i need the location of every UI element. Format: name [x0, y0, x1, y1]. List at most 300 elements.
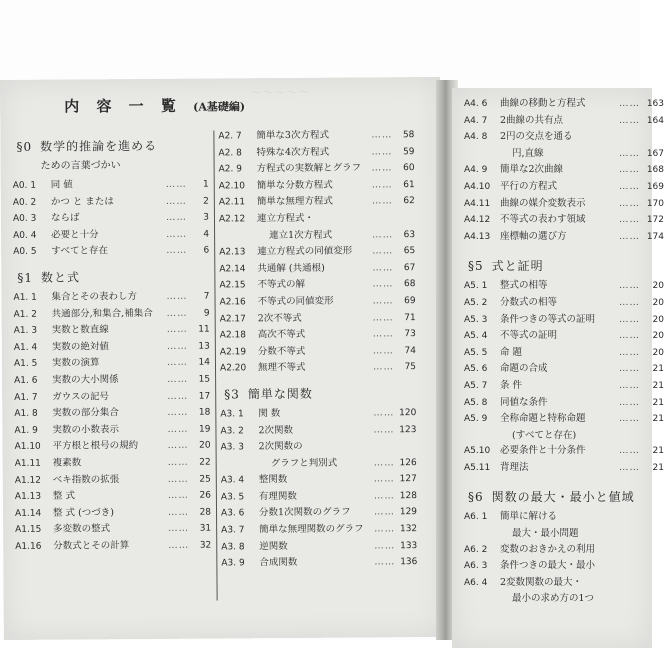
toc-entry — [464, 295, 664, 312]
leader-dots: …… — [153, 305, 190, 321]
entry-title: 逆関数 — [259, 539, 288, 555]
entry-title: 連立方程式・ — [257, 211, 314, 227]
toc-entry — [464, 443, 664, 460]
entry-title: 無理不等式 — [258, 360, 306, 376]
entry-code: A0. 3 — [13, 212, 51, 228]
entry-code: A1. 4 — [14, 340, 52, 356]
toc-entry — [464, 345, 664, 362]
toc-entry — [221, 471, 417, 489]
toc-entry — [219, 227, 415, 245]
entry-title: 有理関数 — [259, 489, 297, 505]
entry-title: 関 数 — [258, 406, 280, 422]
entry-code: A3. 2 — [220, 424, 258, 440]
entry-page: 168 — [642, 163, 664, 179]
entry-code: A4.10 — [464, 180, 500, 196]
leader-dots: …… — [352, 243, 395, 259]
entry-page: 22 — [191, 455, 211, 471]
entry-page: 174 — [642, 230, 664, 246]
entry-code: A1. 7 — [14, 390, 52, 406]
left-page — [0, 77, 444, 640]
entry-code: A5. 8 — [464, 396, 500, 412]
entry-code: A2.18 — [220, 328, 258, 344]
leader-dots: …… — [364, 521, 398, 537]
leader-dots: …… — [567, 229, 642, 245]
toc-title: 内 容 一 覧 — [64, 97, 182, 116]
entry-title: 円,直線 — [500, 146, 544, 162]
section-heading — [17, 268, 209, 286]
leader-dots: …… — [586, 443, 642, 459]
entry-title: 実数の部分集合 — [52, 405, 119, 421]
entry-title: 不等式の解 — [257, 277, 305, 293]
toc-entry — [221, 521, 417, 539]
entry-code: A5. 1 — [464, 279, 500, 295]
toc-entry — [13, 210, 209, 228]
leader-dots: …… — [548, 278, 642, 294]
section-title: 数学的推論を進める — [40, 139, 157, 154]
entry-title: 分数式とその計算 — [53, 538, 129, 554]
entry-page: 170 — [642, 197, 664, 213]
entry-page: 69 — [396, 294, 416, 310]
leader-dots: …… — [108, 243, 189, 259]
entry-code: A3. 9 — [221, 556, 259, 572]
toc-entry — [464, 460, 664, 477]
leader-dots: …… — [333, 177, 395, 193]
entry-title: 最大・最小問題 — [500, 526, 579, 542]
entry-code: A1. 5 — [14, 357, 52, 373]
section-title-line2: ための言葉づかい — [41, 156, 209, 172]
toc-entry — [13, 243, 209, 261]
entry-code: A1. 6 — [14, 374, 52, 390]
leader-dots: …… — [138, 438, 191, 454]
toc-entry — [219, 260, 415, 278]
entry-title: 必要と十分 — [51, 227, 99, 243]
entry-code: A2.13 — [219, 245, 257, 261]
entry-page: 164 — [642, 114, 664, 130]
entry-title: 平方根と根号の規約 — [53, 438, 139, 454]
entry-title: 実数と数直線 — [52, 322, 109, 338]
leader-dots: …… — [114, 504, 191, 520]
entry-code: A2.16 — [220, 295, 258, 311]
toc-entry — [14, 338, 210, 356]
entry-page: 20 — [642, 279, 664, 295]
entry-title: 不等式の表わす領域 — [500, 212, 586, 228]
leader-dots: …… — [99, 226, 190, 242]
entry-code: A5. 7 — [464, 379, 500, 395]
entry-code: A4.11 — [464, 197, 500, 213]
entry-code: A2.12 — [219, 212, 257, 228]
entry-title: 整式の相等 — [500, 278, 548, 294]
entry-code: A3. 4 — [221, 473, 259, 489]
entry-code: A4. 6 — [464, 97, 500, 113]
toc-entry — [464, 196, 664, 213]
entry-page: 2 — [189, 194, 209, 210]
entry-title: 実数の大小関係 — [52, 372, 119, 388]
entry-code: A2.11 — [219, 196, 257, 212]
entry-code: A2.20 — [220, 362, 258, 378]
section-heading — [16, 137, 208, 155]
entry-page: 128 — [397, 489, 417, 505]
toc-entry — [221, 505, 417, 523]
toc-entry — [221, 538, 417, 556]
entry-page: 25 — [191, 472, 211, 488]
toc-entry — [220, 326, 416, 344]
leader-dots: …… — [119, 405, 191, 421]
entry-page: 20 — [191, 439, 211, 455]
entry-page: 59 — [394, 145, 414, 161]
toc-entry — [464, 591, 664, 607]
section-number: §6 — [468, 490, 484, 504]
entry-title: 条 件 — [500, 378, 522, 394]
entry-code: A5.11 — [464, 461, 500, 477]
entry-page: 133 — [397, 539, 417, 555]
entry-page: 132 — [397, 522, 417, 538]
toc-entry — [13, 177, 209, 195]
entry-code: A4. 8 — [464, 130, 500, 146]
section-heading — [468, 488, 664, 505]
entry-code: A1.16 — [15, 540, 53, 556]
leader-dots: …… — [119, 471, 191, 487]
toc-entry — [14, 355, 210, 373]
leader-dots: …… — [119, 372, 191, 388]
entry-title: 連立方程式の同値変形 — [257, 244, 352, 260]
leader-dots: …… — [557, 295, 642, 311]
leader-dots: …… — [81, 455, 191, 471]
entry-page: 63 — [395, 228, 415, 244]
leader-dots: …… — [586, 96, 642, 112]
leader-dots: …… — [110, 521, 191, 537]
toc-entry — [219, 276, 415, 294]
entry-page: 62 — [395, 194, 415, 210]
entry-page: 9 — [190, 306, 210, 322]
entry-title: 簡単な2次曲線 — [500, 162, 563, 178]
entry-code: A5. 9 — [464, 412, 500, 428]
entry-title: 簡単な無理方程式 — [257, 194, 333, 210]
entry-page: 61 — [395, 178, 415, 194]
toc-entry — [221, 438, 417, 456]
toc-entry — [219, 243, 415, 261]
entry-page: 21 — [642, 461, 664, 477]
entry-title: 特殊な4次方程式 — [256, 144, 329, 160]
entry-title: 同値な条件 — [500, 395, 548, 411]
entry-page: 120 — [396, 406, 416, 422]
leader-dots: …… — [586, 196, 642, 212]
toc-entry — [219, 177, 415, 195]
entry-title: 変数のおきかえの利用 — [500, 542, 595, 558]
entry-page: 3 — [189, 211, 209, 227]
leader-dots: …… — [297, 554, 397, 570]
toc-entry — [464, 558, 664, 575]
entry-code: A3. 6 — [221, 507, 259, 523]
leader-dots: …… — [548, 361, 642, 377]
entry-code: A5. 4 — [464, 329, 500, 345]
leader-dots: …… — [305, 326, 396, 342]
entry-code: A2.15 — [219, 279, 257, 295]
entry-title: 座標軸の選び方 — [500, 229, 567, 245]
entry-title: ならば — [51, 211, 80, 227]
toc-entry — [464, 542, 664, 559]
entry-page: 58 — [394, 128, 414, 144]
entry-code: A2.17 — [220, 312, 258, 328]
entry-page: 11 — [190, 323, 210, 339]
entry-page: 126 — [397, 456, 417, 472]
right-page — [452, 88, 652, 648]
leader-dots: …… — [302, 310, 396, 326]
entry-title: 合成関数 — [259, 555, 297, 571]
leader-dots: …… — [563, 162, 642, 178]
entry-page: 74 — [396, 344, 416, 360]
entry-code: A5.10 — [464, 444, 500, 460]
toc-entry — [14, 421, 210, 439]
entry-page: 65 — [395, 244, 415, 260]
leader-dots: …… — [297, 488, 397, 504]
entry-page: 67 — [395, 261, 415, 277]
entry-page: 127 — [397, 472, 417, 488]
toc-entry — [15, 537, 211, 555]
section-heading — [224, 384, 416, 402]
entry-page: 14 — [190, 356, 210, 372]
entry-code: A4.13 — [464, 230, 500, 246]
leader-dots: …… — [109, 322, 190, 338]
toc-entry — [218, 127, 414, 145]
leader-dots — [303, 448, 397, 449]
leader-dots: …… — [325, 260, 396, 276]
entry-title: 2次関数 — [258, 422, 293, 438]
entry-page: 26 — [191, 489, 211, 505]
entry-title: 命 題 — [500, 345, 522, 361]
toc-entry — [464, 113, 664, 130]
entry-title: 整関数 — [259, 472, 288, 488]
leader-dots: …… — [329, 144, 395, 160]
entry-title: 簡単な分数方程式 — [257, 177, 333, 193]
leader-dots: …… — [280, 405, 396, 421]
section-number: §3 — [224, 387, 240, 401]
entry-code: A0. 5 — [13, 245, 51, 261]
toc-entry — [464, 278, 664, 295]
leader-dots — [314, 220, 395, 221]
entry-code: A1.10 — [15, 440, 53, 456]
entry-title: 背理法 — [500, 460, 529, 476]
entry-title: 最小の求め方の1つ — [500, 591, 594, 607]
toc-entry — [464, 129, 664, 146]
entry-code: A5. 3 — [464, 313, 500, 329]
toc-column-1 — [12, 129, 211, 556]
entry-page: 163 — [642, 97, 664, 113]
leader-dots: …… — [137, 289, 190, 305]
entry-page: 73 — [396, 327, 416, 343]
leader-dots: …… — [361, 160, 395, 176]
toc-entry — [464, 361, 664, 378]
leader-dots: …… — [586, 411, 642, 427]
entry-title: 実数の演算 — [52, 356, 100, 372]
toc-entry — [15, 521, 211, 539]
toc-entry — [464, 395, 664, 412]
leader-dots: …… — [305, 360, 396, 376]
entry-page: 21 — [642, 396, 664, 412]
leader-dots: …… — [287, 472, 397, 488]
toc-entry — [464, 162, 664, 179]
entry-code: A4.12 — [464, 213, 500, 229]
entry-page: 18 — [190, 406, 210, 422]
leader-dots: …… — [522, 378, 642, 394]
leader-dots: …… — [75, 488, 191, 504]
leader-dots: …… — [329, 127, 395, 143]
entry-page: 20 — [642, 313, 664, 329]
entry-page: 15 — [190, 372, 210, 388]
entry-title: 不等式の同値変形 — [258, 294, 334, 310]
entry-page: 4 — [189, 227, 209, 243]
toc-entry — [13, 193, 209, 211]
entry-code: A1. 1 — [13, 291, 51, 307]
entry-page: 7 — [189, 290, 209, 306]
entry-title: 2変数関数の最大・ — [500, 575, 582, 591]
entry-page: 20 — [642, 296, 664, 312]
entry-code: A6. 3 — [464, 559, 500, 575]
leader-dots: …… — [557, 328, 642, 344]
entry-title: 連立1次方程式 — [257, 227, 332, 243]
entry-code: A2.14 — [219, 262, 257, 278]
toc-entry — [464, 146, 664, 163]
entry-code: A6. 4 — [464, 576, 500, 592]
entry-title: 2円の交点を通る — [500, 129, 573, 145]
entry-page: 172 — [642, 213, 664, 229]
leader-dots: …… — [529, 460, 642, 476]
section-number: §1 — [17, 271, 33, 285]
entry-code: A4. 9 — [464, 163, 500, 179]
entry-page: 21 — [642, 362, 664, 378]
entry-page: 19 — [190, 422, 210, 438]
leader-dots: …… — [109, 388, 190, 404]
entry-page: 32 — [191, 538, 211, 554]
toc-entry — [13, 289, 209, 307]
entry-title: 分数式の相等 — [500, 295, 557, 311]
entry-title: ガウスの記号 — [52, 389, 109, 405]
entry-code: A1. 8 — [14, 407, 52, 423]
toc-entry — [464, 526, 664, 542]
entry-title: 条件つきの最大・最小 — [500, 558, 595, 574]
entry-title: ベキ指数の拡張 — [53, 472, 120, 488]
leader-dots: …… — [109, 338, 190, 354]
entry-code: A1. 9 — [14, 423, 52, 439]
toc-entry — [14, 305, 210, 323]
toc-entry — [220, 343, 416, 361]
toc-entry — [220, 310, 416, 328]
entry-title: 共通部分,和集合,補集合 — [52, 306, 153, 322]
toc-entry — [14, 371, 210, 389]
toc-entry — [218, 144, 414, 162]
entry-code: A5. 6 — [464, 362, 500, 378]
entry-title: 実数の絶対値 — [52, 339, 109, 355]
entry-page: 21 — [642, 412, 664, 428]
entry-code: A2. 9 — [219, 162, 257, 178]
entry-title: 不等式の証明 — [500, 328, 557, 344]
leader-dots: …… — [557, 179, 642, 195]
entry-title: (すべてと存在) — [500, 428, 576, 444]
entry-page: 136 — [397, 555, 417, 571]
entry-title: 整 式 (つづき) — [53, 505, 114, 521]
toc-entry — [14, 405, 210, 423]
toc-column-2 — [218, 127, 417, 572]
entry-title: 簡単な3次方程式 — [256, 128, 329, 144]
entry-page: 1 — [189, 178, 209, 194]
entry-title: グラフと判別式 — [259, 455, 338, 471]
section-number: §0 — [16, 140, 32, 154]
leader-dots: …… — [119, 421, 191, 437]
section-title: 簡単な関数 — [248, 387, 313, 401]
entry-page: 71 — [396, 311, 416, 327]
entry-title: 簡単な無理関数のグラフ — [259, 522, 364, 538]
toc-entry — [464, 212, 664, 229]
toc-entry — [14, 388, 210, 406]
toc-entry — [464, 428, 664, 444]
entry-page: 31 — [191, 522, 211, 538]
column-divider — [213, 131, 217, 601]
toc-entry — [219, 160, 415, 178]
entry-page: 129 — [397, 506, 417, 522]
toc-entry — [464, 509, 664, 526]
entry-page: 20 — [642, 346, 664, 362]
leader-dots: …… — [544, 146, 642, 162]
toc-entry — [464, 575, 664, 592]
toc-entry — [13, 226, 209, 244]
section-heading — [468, 257, 664, 274]
entry-title: 命題の合成 — [500, 361, 548, 377]
toc-entry — [464, 411, 664, 428]
entry-title: 必要条件と十分条件 — [500, 443, 586, 459]
leader-dots: …… — [73, 177, 189, 193]
entry-title: 2曲線の共有点 — [500, 113, 563, 129]
leader-dots: …… — [334, 293, 396, 309]
entry-page: 21 — [642, 444, 664, 460]
entry-page: 169 — [642, 180, 664, 196]
entry-title: すべてと存在 — [51, 244, 108, 260]
toc-entry — [464, 96, 664, 113]
entry-title: 多変数の整式 — [53, 522, 110, 538]
leader-dots: …… — [332, 227, 395, 243]
entry-code: A2.10 — [219, 179, 257, 195]
toc-entry — [220, 359, 416, 377]
entry-code: A4. 7 — [464, 114, 500, 130]
entry-code: A3. 1 — [220, 407, 258, 423]
entry-code: A3. 3 — [221, 440, 259, 456]
entry-title: 集合とその表わし方 — [51, 289, 137, 305]
leader-dots: …… — [333, 194, 395, 210]
toc-entry — [15, 504, 211, 522]
entry-code: A0. 4 — [13, 228, 51, 244]
entry-title: 高次不等式 — [258, 327, 306, 343]
toc-column-3 — [464, 96, 664, 607]
entry-title: 曲線の移動と方程式 — [500, 96, 586, 112]
entry-page: 17 — [190, 389, 210, 405]
toc-entry — [221, 455, 417, 473]
leader-dots: …… — [288, 538, 398, 554]
page-title — [64, 94, 245, 116]
entry-code: A1. 3 — [14, 324, 52, 340]
toc-entry — [220, 293, 416, 311]
entry-code: A1.15 — [15, 523, 53, 539]
leader-dots: …… — [305, 277, 396, 293]
entry-title: 平行の方程式 — [500, 179, 557, 195]
entry-page: 167 — [642, 147, 664, 163]
entry-page: 123 — [396, 423, 416, 439]
entry-page: 75 — [396, 360, 416, 376]
toc-entry — [221, 554, 417, 572]
leader-dots: …… — [548, 395, 642, 411]
toc-entry — [221, 488, 417, 506]
leader-dots: …… — [99, 355, 190, 371]
entry-page: 21 — [642, 379, 664, 395]
entry-page: 60 — [395, 161, 415, 177]
toc-entry — [220, 422, 416, 440]
